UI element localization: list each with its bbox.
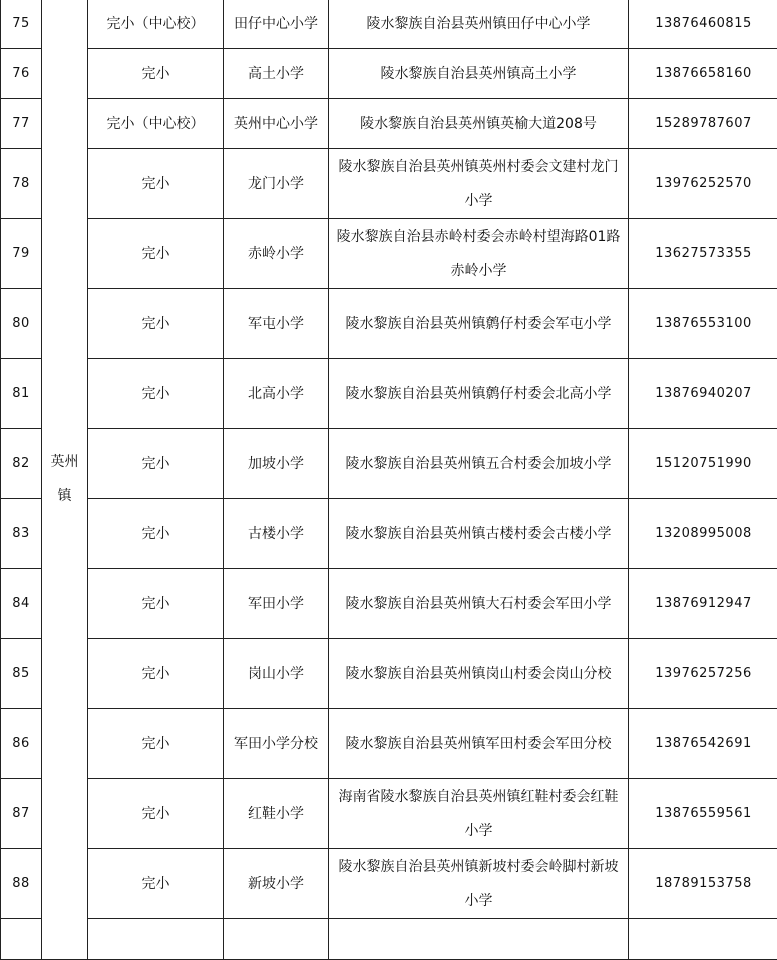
contact-phone: 13976252570: [629, 149, 777, 219]
school-address: 陵水黎族自治县英州镇古楼村委会古楼小学: [329, 499, 629, 569]
table-row: [1, 149, 777, 219]
school-type: 完小: [88, 219, 224, 289]
school-name: 高土小学: [224, 49, 329, 99]
contact-phone: 15120751990: [629, 429, 777, 499]
school-address: 海南省陵水黎族自治县英州镇红鞋村委会红鞋小学: [329, 779, 629, 849]
school-name: 军屯小学: [224, 289, 329, 359]
table-row: [1, 49, 777, 99]
school-address: 陵水黎族自治县英州镇军田村委会军田分校: [329, 709, 629, 779]
school-name: 红鞋小学: [224, 779, 329, 849]
town-cell: 英州镇: [42, 0, 88, 960]
contact-phone: 13876912947: [629, 569, 777, 639]
contact-phone: 13627573355: [629, 219, 777, 289]
school-name: 古楼小学: [224, 499, 329, 569]
contact-phone: 13876658160: [629, 49, 777, 99]
row-number: 86: [1, 709, 42, 779]
school-address: 陵水黎族自治县英州镇英榆大道208号: [329, 99, 629, 149]
table-row: [1, 289, 777, 359]
table-row-partial: [1, 919, 777, 960]
school-name: 北高小学: [224, 359, 329, 429]
table-row: [1, 499, 777, 569]
row-number: 84: [1, 569, 42, 639]
school-address: 陵水黎族自治县赤岭村委会赤岭村望海路01路赤岭小学: [329, 219, 629, 289]
school-name: 田仔中心小学: [224, 0, 329, 49]
table-row: [1, 0, 777, 49]
school-type: 完小（中心校）: [88, 0, 224, 49]
row-number: 80: [1, 289, 42, 359]
school-address: 陵水黎族自治县英州镇田仔中心小学: [329, 0, 629, 49]
row-number: 87: [1, 779, 42, 849]
row-number: 83: [1, 499, 42, 569]
school-name: 加坡小学: [224, 429, 329, 499]
row-number: 81: [1, 359, 42, 429]
school-address: 陵水黎族自治县英州镇鹩仔村委会北高小学: [329, 359, 629, 429]
contact-phone: 15289787607: [629, 99, 777, 149]
contact-phone: 18789153758: [629, 849, 777, 919]
school-name: 新坡小学: [224, 849, 329, 919]
row-number: 88: [1, 849, 42, 919]
school-address: 陵水黎族自治县英州镇岗山村委会岗山分校: [329, 639, 629, 709]
row-number: [1, 919, 42, 960]
table-row: [1, 99, 777, 149]
school-address: 陵水黎族自治县英州镇新坡村委会岭脚村新坡小学: [329, 849, 629, 919]
school-name: 军田小学分校: [224, 709, 329, 779]
school-type: 完小: [88, 499, 224, 569]
school-name: 英州中心小学: [224, 99, 329, 149]
row-number: 76: [1, 49, 42, 99]
contact-phone: 13208995008: [629, 499, 777, 569]
school-type: 完小: [88, 429, 224, 499]
table-row: [1, 569, 777, 639]
contact-phone: [629, 919, 777, 960]
table-row: [1, 639, 777, 709]
school-address: [329, 919, 629, 960]
school-type: 完小: [88, 849, 224, 919]
school-name: [224, 919, 329, 960]
school-address: 陵水黎族自治县英州镇高土小学: [329, 49, 629, 99]
school-name: 龙门小学: [224, 149, 329, 219]
contact-phone: 13876553100: [629, 289, 777, 359]
school-address: 陵水黎族自治县英州镇英州村委会文建村龙门小学: [329, 149, 629, 219]
contact-phone: 13876460815: [629, 0, 777, 49]
school-name: 岗山小学: [224, 639, 329, 709]
contact-phone: 13976257256: [629, 639, 777, 709]
school-name: 赤岭小学: [224, 219, 329, 289]
row-number: 77: [1, 99, 42, 149]
row-number: 85: [1, 639, 42, 709]
row-number: 75: [1, 0, 42, 49]
school-address: 陵水黎族自治县英州镇大石村委会军田小学: [329, 569, 629, 639]
school-type: 完小: [88, 779, 224, 849]
row-number: 78: [1, 149, 42, 219]
school-type: 完小: [88, 569, 224, 639]
school-type: 完小: [88, 709, 224, 779]
school-type: 完小: [88, 639, 224, 709]
table-row: [1, 779, 777, 849]
school-type: 完小: [88, 149, 224, 219]
contact-phone: 13876559561: [629, 779, 777, 849]
contact-phone: 13876542691: [629, 709, 777, 779]
row-number: 82: [1, 429, 42, 499]
school-address: 陵水黎族自治县英州镇鹩仔村委会军屯小学: [329, 289, 629, 359]
school-type: 完小: [88, 49, 224, 99]
row-number: 79: [1, 219, 42, 289]
table-row: [1, 429, 777, 499]
table-row: [1, 709, 777, 779]
school-address: 陵水黎族自治县英州镇五合村委会加坡小学: [329, 429, 629, 499]
table-row: [1, 219, 777, 289]
school-type: 完小（中心校）: [88, 99, 224, 149]
table-row: [1, 359, 777, 429]
school-type: [88, 919, 224, 960]
contact-phone: 13876940207: [629, 359, 777, 429]
school-type: 完小: [88, 289, 224, 359]
school-type: 完小: [88, 359, 224, 429]
school-name: 军田小学: [224, 569, 329, 639]
table-row: [1, 849, 777, 919]
